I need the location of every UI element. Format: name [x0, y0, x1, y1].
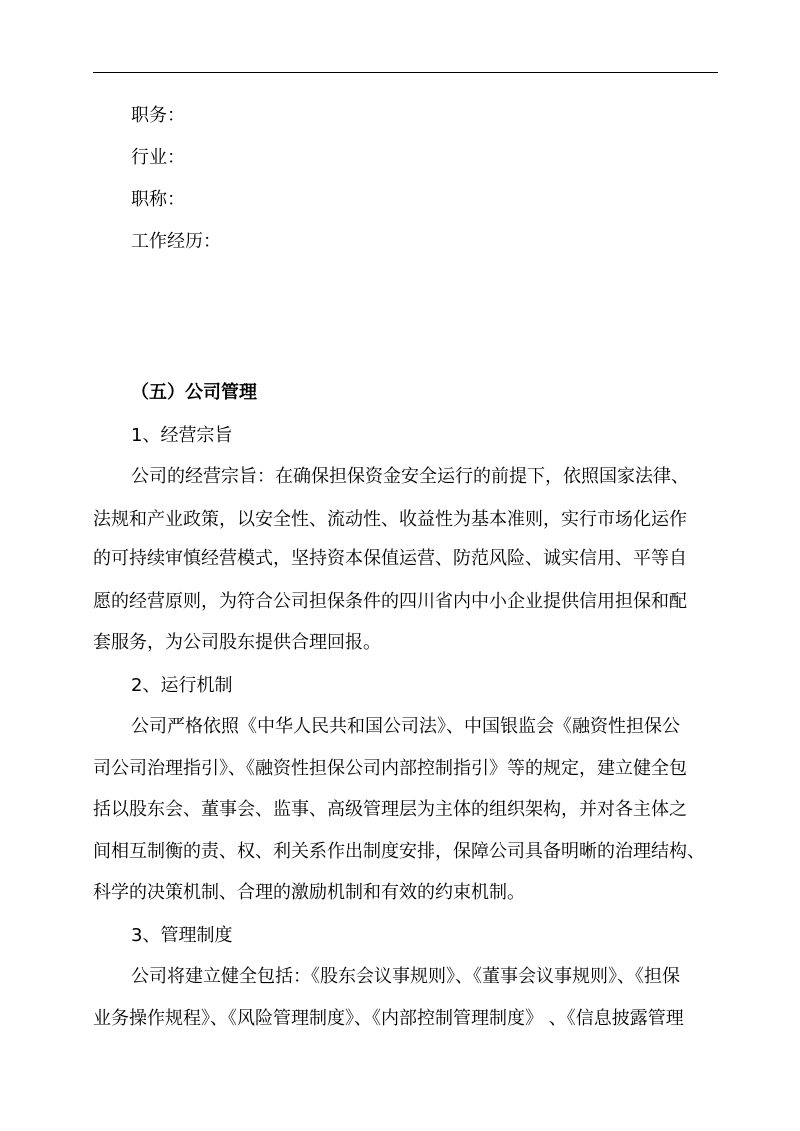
subsection-label-purpose: 1、经营宗旨	[131, 425, 233, 446]
paragraph-line: 的可持续审慎经营模式，坚持资本保值运营、防范风险、诚实信用、平等自	[93, 548, 687, 569]
paragraph-line: 法规和产业政策，以安全性、流动性、收益性为基本准则，实行市场化运作	[93, 509, 687, 530]
paragraph-line: 公司的经营宗旨：在确保担保资金安全运行的前提下，依照国家法律、	[131, 466, 689, 487]
subsection-label-system: 3、管理制度	[131, 925, 233, 946]
paragraph-line: 业务操作规程》、《风险管理制度》、《内部控制管理制度》 、《信息披露管理	[93, 1008, 684, 1029]
paragraph-line: 间相互制衡的责、权、利关系作出制度安排，保障公司具备明晰的治理结构、	[93, 841, 705, 862]
field-title: 职称：	[131, 189, 185, 210]
paragraph-line: 愿的经营原则，为符合公司担保条件的四川省内中小企业提供信用担保和配	[93, 591, 687, 612]
paragraph-line: 括以股东会、董事会、监事、高级管理层为主体的组织架构，并对各主体之	[93, 799, 687, 820]
paragraph-line: 公司将建立健全包括：《股东会议事规则》、《董事会议事规则》、《担保	[131, 966, 680, 987]
header-rule	[93, 72, 718, 73]
field-work-history: 工作经历：	[131, 231, 221, 252]
paragraph-line: 科学的决策机制、合理的激励机制和有效的约束机制。	[93, 882, 525, 903]
section-heading: （五）公司管理	[131, 382, 257, 403]
paragraph-line: 司公司治理指引》、《融资性担保公司内部控制指引》等的规定，建立健全包	[93, 758, 687, 779]
paragraph-line: 公司严格依照《中华人民共和国公司法》、中国银监会《融资性担保公	[131, 716, 680, 737]
paragraph-line: 套服务，为公司股东提供合理回报。	[93, 632, 381, 653]
subsection-label-mechanism: 2、运行机制	[131, 675, 233, 696]
field-position: 职务：	[131, 105, 185, 126]
field-industry: 行业：	[131, 147, 185, 168]
